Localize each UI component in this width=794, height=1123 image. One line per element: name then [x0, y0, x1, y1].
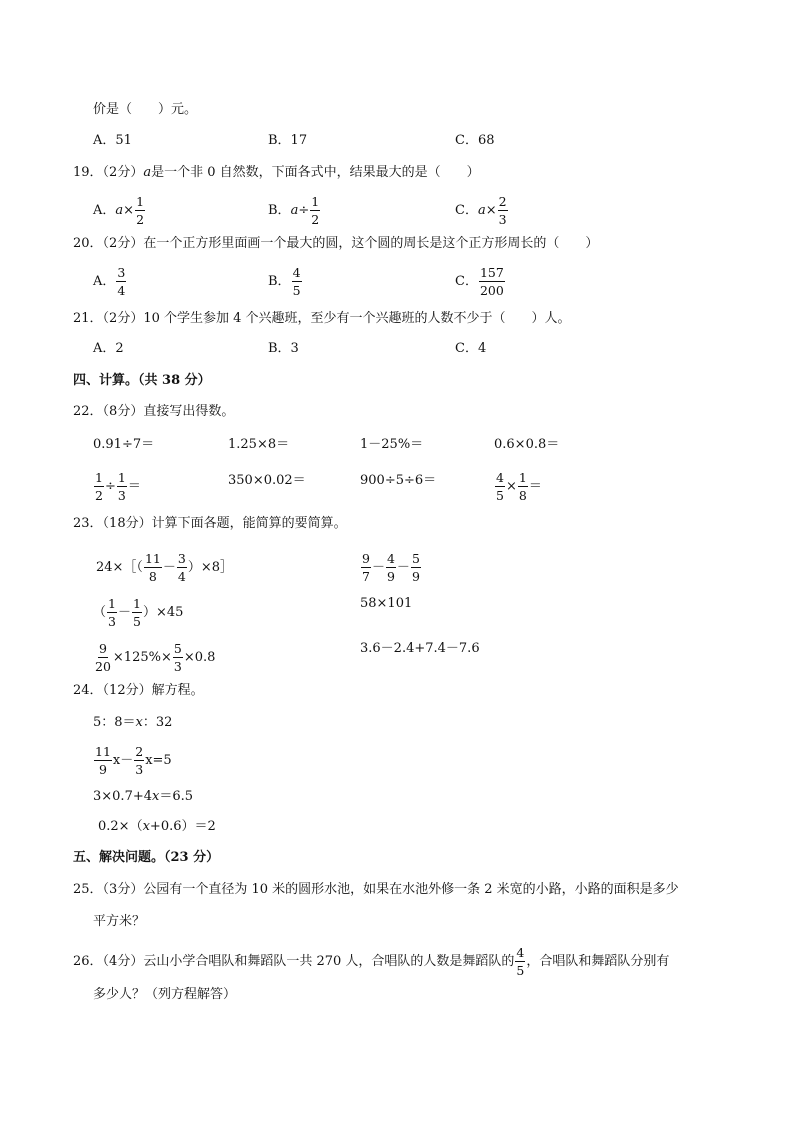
fraction: $\frac{1}{3}$ — [117, 470, 126, 503]
q23-stem: 23．（18分）计算下面各题，能简算的要简算。 — [73, 516, 347, 531]
fraction: $\frac{11}{8}$ — [144, 551, 161, 584]
q21-option-c: C．4 — [455, 341, 487, 356]
q24-equation-3: 3×0.7+4x＝6.5 — [93, 789, 194, 804]
fraction: $\frac{5}{9}$ — [411, 551, 420, 584]
q18-option-b: B．17 — [268, 133, 308, 148]
q20-option-c: C． $\frac{157}{200}$ — [455, 265, 504, 298]
fraction: $\frac{4}{5}$ — [516, 945, 525, 978]
q22-item-7: 900÷5÷6＝ — [360, 473, 437, 488]
q22-item-2: 1.25×8＝ — [228, 437, 290, 452]
q20-stem: 20．（2分）在一个正方形里面画一个最大的圆，这个圆的周长是这个正方形周长的（ ） — [73, 236, 599, 251]
q23-expr-1: 24×［（ $\frac{11}{8}$ － $\frac{3}{4}$ ）×8］ — [96, 551, 233, 584]
fraction: $\frac{2}{3}$ — [135, 744, 144, 777]
q26-line-2: 多少人？（列方程解答） — [93, 987, 237, 1002]
fraction: $\frac{5}{3}$ — [173, 641, 182, 674]
q23-expr-5: $\frac{9}{20}$ ×125%× $\frac{5}{3}$ ×0.8 — [95, 641, 216, 674]
q19-option-c: C．a× $\frac{2}{3}$ — [455, 194, 507, 227]
fraction: $\frac{3}{4}$ — [117, 265, 126, 298]
section-4-heading: 四、计算。（共 38 分） — [73, 373, 211, 388]
q24-equation-4: 0.2×（x+0.6）＝2 — [98, 819, 216, 834]
q24-equation-1: 5：8＝x：32 — [93, 715, 173, 730]
fraction: $\frac{1}{2}$ — [95, 470, 103, 503]
fraction: $\frac{4}{9}$ — [386, 551, 395, 584]
q23-expr-2: $\frac{9}{7}$ － $\frac{4}{9}$ － $\frac{5}{9}$ — [362, 551, 420, 584]
fraction: $\frac{1}{8}$ — [518, 470, 527, 503]
q23-expr-6: 3.6－2.4+7.4－7.6 — [360, 641, 480, 656]
fraction: $\frac{9}{7}$ — [362, 551, 370, 584]
fraction: $\frac{1}{3}$ — [108, 596, 116, 629]
q20-option-a: A． $\frac{3}{4}$ — [93, 265, 126, 298]
q22-item-5: $\frac{1}{2}$ ÷ $\frac{1}{3}$ ＝ — [95, 470, 141, 503]
q18-option-c: C．68 — [455, 133, 495, 148]
q21-option-a: A．2 — [93, 341, 124, 356]
fraction: $\frac{1}{2}$ — [136, 194, 145, 227]
q24-equation-2: $\frac{11}{9}$ x－ $\frac{2}{3}$ x=5 — [95, 744, 172, 777]
q22-item-8: $\frac{4}{5}$ × $\frac{1}{8}$ ＝ — [496, 470, 542, 503]
fraction: $\frac{4}{5}$ — [496, 470, 504, 503]
fraction: $\frac{4}{5}$ — [292, 265, 301, 298]
q22-item-4: 0.6×0.8＝ — [494, 437, 560, 452]
q23-expr-3: （ $\frac{1}{3}$ － $\frac{1}{5}$ ）×45 — [93, 596, 184, 629]
q22-stem: 22．（8分）直接写出得数。 — [73, 404, 235, 419]
q25-line-2: 平方米？ — [93, 914, 146, 929]
q26-line-1: 26．（4分）云山小学合唱队和舞蹈队一共 270 人，合唱队的人数是舞蹈队的 $\frac{4}{5}$ ，合唱队和舞蹈队分别有 — [73, 945, 670, 978]
fraction: $\frac{11}{9}$ — [95, 744, 111, 777]
fraction: $\frac{9}{20}$ — [95, 641, 111, 674]
q18-option-a: A．51 — [93, 133, 132, 148]
q19-stem: 19．（2分）a是一个非 0 自然数，下面各式中，结果最大的是（ ） — [73, 165, 480, 180]
q19-option-b: B．a÷ $\frac{1}{2}$ — [268, 194, 320, 227]
q20-option-b: B． $\frac{4}{5}$ — [268, 265, 301, 298]
q19-option-a: A．a× $\frac{1}{2}$ — [93, 194, 145, 227]
q22-item-6: 350×0.02＝ — [228, 473, 306, 488]
q22-item-3: 1－25%＝ — [360, 437, 424, 452]
q21-stem: 21．（2分）10 个学生参加 4 个兴趣班，至少有一个兴趣班的人数不少于（ ）人。 — [73, 311, 571, 326]
fraction: $\frac{2}{3}$ — [498, 194, 507, 227]
fraction: $\frac{1}{5}$ — [132, 596, 141, 629]
fraction: $\frac{1}{2}$ — [311, 194, 320, 227]
section-5-heading: 五、解决问题。（23 分） — [73, 850, 220, 865]
q18-stem-tail: 价是（ ）元。 — [93, 102, 198, 117]
fraction: $\frac{3}{4}$ — [177, 551, 186, 584]
q24-stem: 24．（12分）解方程。 — [73, 683, 204, 698]
q23-expr-4: 58×101 — [360, 596, 413, 611]
q22-item-1: 0.91÷7＝ — [93, 437, 155, 452]
q21-option-b: B．3 — [268, 341, 299, 356]
q25-line-1: 25．（3分）公园有一个直径为 10 米的圆形水池，如果在水池外修一条 2 米宽的小路，小路的面积是多少 — [73, 882, 679, 897]
fraction: $\frac{157}{200}$ — [479, 265, 504, 298]
